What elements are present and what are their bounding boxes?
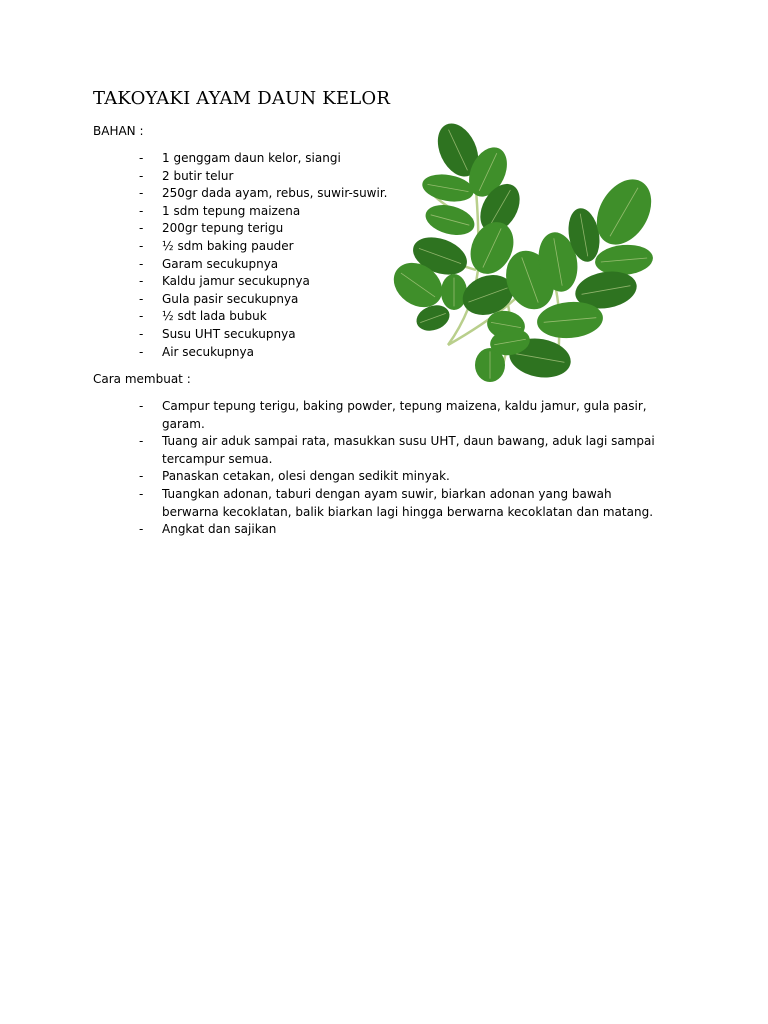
ingredient-text: Garam secukupnya	[162, 256, 279, 271]
bullet-dash: -	[139, 151, 144, 165]
list-item	[0, 256, 387, 274]
ingredient-text: 2 butir telur	[162, 168, 234, 183]
bullet-dash: -	[139, 344, 144, 359]
ingredient-text: 1 genggam daun kelor, siangi	[162, 151, 341, 165]
step-text: Panaskan cetakan, olesi dengan sedikit minyak.	[162, 469, 450, 484]
bullet-dash: -	[139, 326, 144, 341]
list-item	[0, 291, 387, 309]
step-text: Tuang air aduk sampai rata, masukkan susu UHT, daun bawang, aduk lagi sampai tercampur semua.	[162, 434, 655, 466]
list-item	[0, 238, 387, 256]
bullet-dash: -	[139, 486, 144, 501]
ingredient-text: 250gr dada ayam, rebus, suwir-suwir.	[162, 186, 388, 201]
bullet-dash: -	[139, 399, 144, 413]
page-title: TAKOYAKI AYAM DAUN KELOR	[93, 88, 391, 109]
list-item	[0, 273, 387, 291]
ingredient-text: Air secukupnya	[162, 344, 254, 359]
step-text: Tuangkan adonan, taburi dengan ayam suwir, biarkan adonan yang bawah berwarna kecoklatan, balik biarkan lagi hingga berwarna kecoklatan dan matang.	[162, 486, 654, 519]
list-item	[0, 521, 672, 539]
ingredient-text: 200gr tepung terigu	[162, 221, 284, 236]
list-item	[0, 326, 387, 344]
bullet-dash: -	[139, 522, 144, 537]
list-item	[0, 203, 387, 221]
method-steps-list	[0, 398, 672, 539]
leaflet-group	[388, 120, 656, 382]
list-item	[0, 220, 387, 238]
ingredient-text: Susu UHT secukupnya	[162, 326, 296, 341]
list-item	[0, 308, 387, 326]
step-text: Angkat dan sajikan	[162, 522, 277, 537]
bullet-dash: -	[139, 274, 144, 289]
list-item	[0, 150, 387, 168]
bullet-dash: -	[139, 203, 144, 218]
ingredient-text: 1 sdm tepung maizena	[162, 203, 301, 218]
ingredient-text: Gula pasir secukupnya	[162, 291, 299, 306]
bullet-dash: -	[139, 469, 144, 484]
list-item	[0, 486, 672, 521]
step-text: Campur tepung terigu, baking powder, tepung maizena, kaldu jamur, gula pasir, garam.	[162, 399, 647, 431]
ingredients-heading: BAHAN :	[93, 124, 144, 138]
list-item	[0, 398, 672, 433]
ingredient-text: ½ sdt lada bubuk	[162, 309, 267, 324]
list-item	[0, 468, 672, 486]
bullet-dash: -	[139, 221, 144, 236]
ingredients-list	[0, 150, 387, 361]
ingredient-text: Kaldu jamur secukupnya	[162, 274, 310, 289]
bullet-dash: -	[139, 238, 144, 253]
list-item	[0, 168, 387, 186]
bullet-dash: -	[139, 168, 144, 183]
bullet-dash: -	[139, 186, 144, 201]
ingredient-text: ½ sdm baking pauder	[162, 238, 294, 253]
bullet-dash: -	[139, 256, 144, 271]
bullet-dash: -	[139, 434, 144, 449]
list-item	[0, 344, 387, 362]
list-item	[0, 185, 387, 203]
moringa-leaf-icon	[388, 120, 656, 388]
bullet-dash: -	[139, 309, 144, 324]
method-heading: Cara membuat :	[93, 372, 191, 386]
bullet-dash: -	[139, 291, 144, 306]
list-item	[0, 433, 672, 468]
